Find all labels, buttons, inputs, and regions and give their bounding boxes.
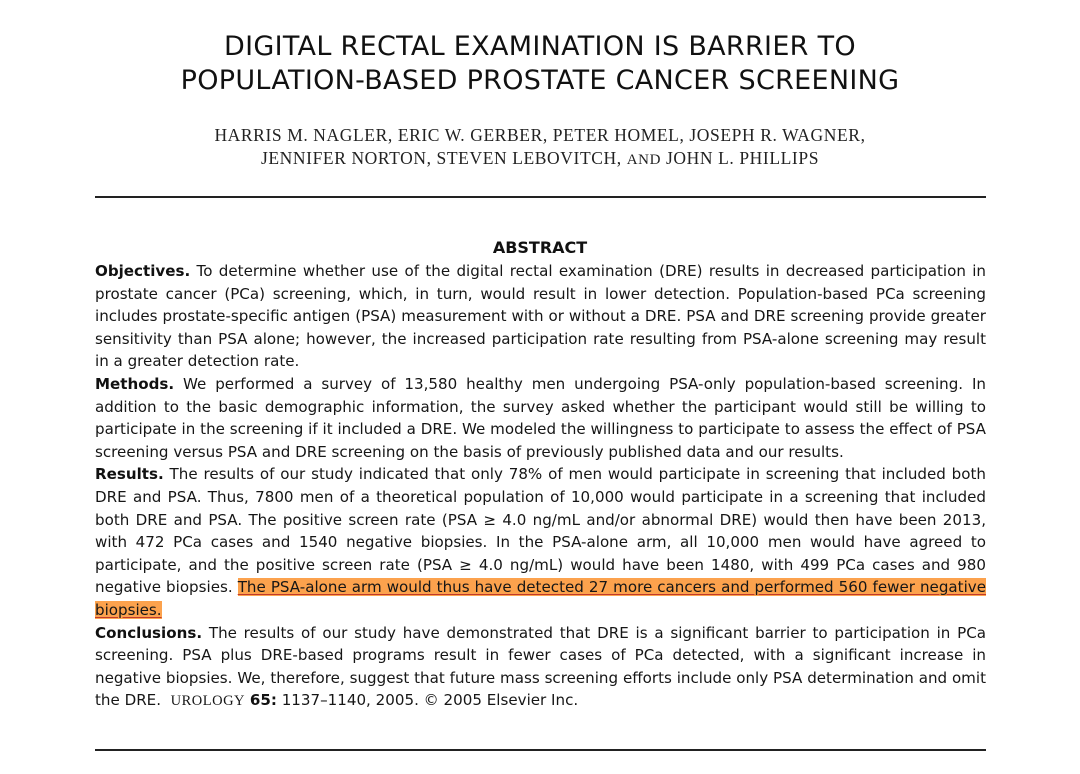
authors-line-2-start: JENNIFER NORTON, STEVEN LEBOVITCH, <box>260 148 622 168</box>
abstract-heading: ABSTRACT <box>492 238 588 257</box>
top-divider <box>95 196 986 198</box>
authors-line-1: HARRIS M. NAGLER, ERIC W. GERBER, PETER HOMEL, JOSEPH R. WAGNER, <box>214 125 866 145</box>
citation-journal: UROLOGY <box>170 693 246 710</box>
bottom-divider <box>95 749 986 751</box>
authors-and: AND <box>626 152 662 168</box>
conclusions-label: Conclusions. <box>95 623 203 642</box>
results-highlight: The PSA-alone arm would thus have detected 27 more cancers and performed 560 fewer negative biopsies. <box>95 578 987 619</box>
conclusions-text: The results of our study have demonstrated that DRE is a significant barrier to participation in PCa screening. PSA plus DRE-based programs result in fewer cases of PCa detected, with a significant increase in negative biopsies. We, therefore, suggest that future mass screening efforts include only PSA determination and omit the DRE. <box>95 623 986 710</box>
title-line-2: POPULATION-BASED PROSTATE CANCER SCREENING <box>180 65 900 96</box>
results-text: The results of our study indicated that only 78% of men would participate in screening that included both DRE and PSA. Thus, 7800 men of a theoretical population of 10,000 would participate in a screening that included both DRE and PSA. The positive screen rate (PSA ≥ 4.0 ng/mL and/or abnormal DRE) would then have been 2013, with 472 PCa cases and 1540 negative biopsies. In the PSA-alone arm, all 10,000 men would have agreed to participate, and the positive screen rate (PSA ≥ 4.0 ng/mL) would have been 1480, with 499 PCa cases and 980 negative biopsies. <box>95 465 986 597</box>
methods-paragraph <box>95 373 986 463</box>
citation-volume: 65: <box>249 691 277 710</box>
conclusions-paragraph <box>95 622 986 713</box>
citation-rest: 1137–1140, 2005. © 2005 Elsevier Inc. <box>281 691 579 710</box>
authors-line-2 <box>0 147 1080 172</box>
abstract-body <box>95 260 986 713</box>
methods-text: We performed a survey of 13,580 healthy men undergoing PSA-only population-based screening. In addition to the basic demographic information, the survey asked whether the participant would still be willing to participate in the screening if it included a DRE. We modeled the willingness to participate to assess the effect of PSA screening versus PSA and DRE screening on the basis of previously published data and our results. <box>95 374 986 461</box>
title-line-1: DIGITAL RECTAL EXAMINATION IS BARRIER TO <box>224 31 856 62</box>
objectives-text: To determine whether use of the digital rectal examination (DRE) results in decreased participation in prostate cancer (PCa) screening, which, in turn, would result in lower detection. Population-based PCa screening includes prostate-specific antigen (PSA) measurement with or without a DRE. PSA and DRE screening provide greater sensitivity than PSA alone; however, the increased participation rate resulting from PSA-alone screening may result in a greater detection rate. <box>95 262 986 371</box>
results-label: Results. <box>95 465 164 484</box>
methods-label: Methods. <box>95 374 175 393</box>
article-title <box>0 30 1080 98</box>
objectives-label: Objectives. <box>95 262 191 280</box>
results-paragraph <box>95 463 986 621</box>
objectives-paragraph <box>95 260 986 373</box>
author-list <box>0 124 1080 172</box>
authors-line-2-end: JOHN L. PHILLIPS <box>666 148 820 168</box>
